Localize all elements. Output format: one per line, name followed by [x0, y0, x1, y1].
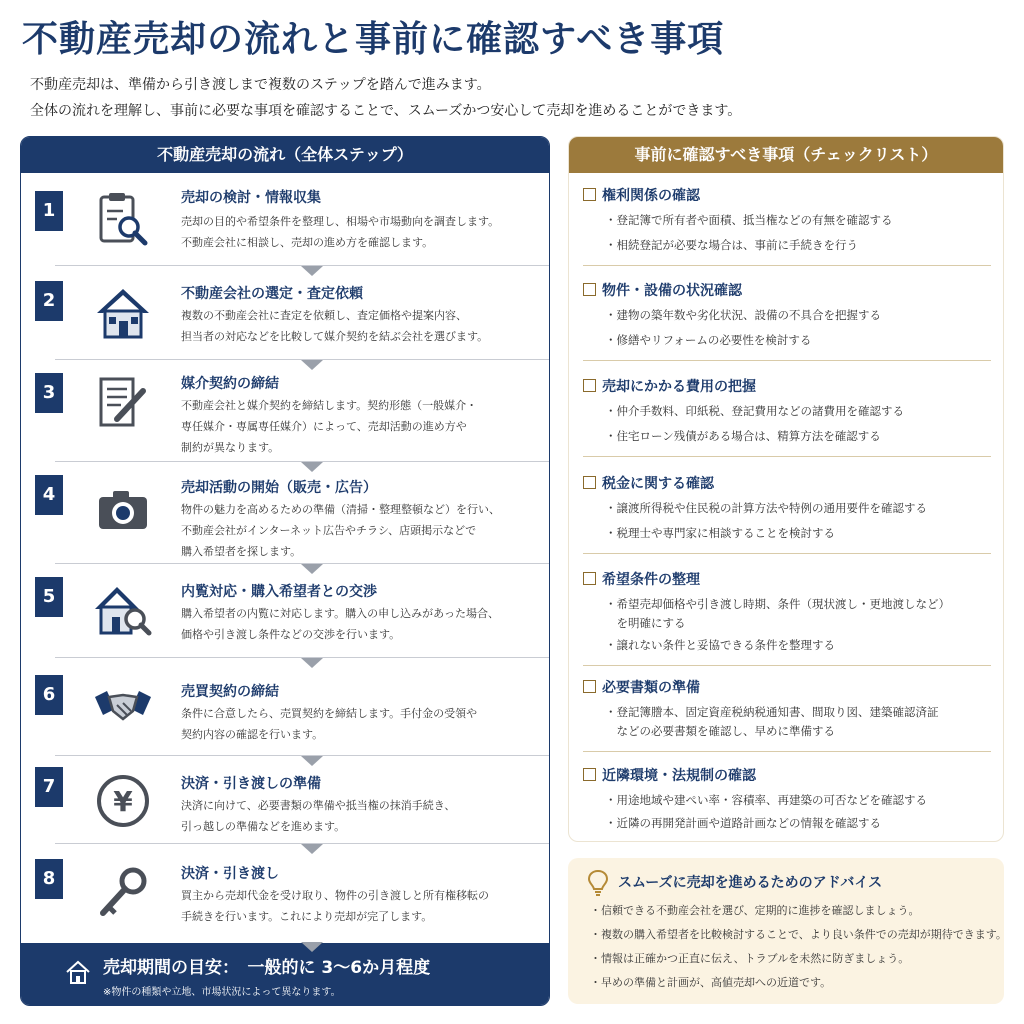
checklist-section — [583, 280, 991, 362]
section-title: 権利関係の確認 — [583, 185, 700, 205]
checklist-item: を明確にする — [605, 616, 686, 630]
section-title: 税金に関する確認 — [583, 473, 714, 493]
step-number: 6 — [35, 675, 63, 715]
divider — [583, 265, 991, 266]
home-outline-icon — [65, 959, 91, 985]
lightbulb-icon — [586, 868, 610, 896]
advice-box — [568, 858, 1007, 1004]
step-description: 物件の魅力を高めるための準備（清掃・整理整頓など）を行い、 不動産会社がインターネット広告やチラシ、店頭掲示などで 購入希望者を探します。 — [181, 503, 500, 558]
step-number: 4 — [35, 475, 63, 515]
step-number: 2 — [35, 281, 63, 321]
section-title: 必要書類の準備 — [583, 677, 700, 697]
step-title: 不動産会社の選定・査定依頼 — [181, 286, 363, 302]
step-description: 条件に合意したら、売買契約を締結します。手付金の受領や 契約内容の確認を行います。 — [181, 707, 478, 741]
yen-icon — [93, 771, 153, 831]
step-description: 売却の目的や希望条件を整理し、相場や市場動向を調査します。 不動産会社に相談し、売却の進め方を確認します。 — [181, 215, 500, 249]
checklist-item: ・登記簿で所有者や面積、抵当権などの有無を確認する — [605, 213, 893, 227]
step-title: 内覧対応・購入希望者との交渉 — [181, 584, 377, 600]
handshake-icon — [93, 675, 153, 735]
flow-arrow — [301, 844, 323, 854]
section-title: 近隣環境・法規制の確認 — [583, 765, 756, 785]
checklist-item: ・建物の築年数や劣化状況、設備の不具合を把握する — [605, 308, 881, 322]
camera-icon — [93, 479, 153, 539]
step-description: 不動産会社と媒介契約を締結します。契約形態（一般媒介・ 専任媒介・専属専任媒介）によって、売却活動の進め方や 制約が異なります。 — [181, 399, 478, 454]
step-4 — [21, 471, 549, 571]
step-description: 購入希望者の内覧に対応します。購入の申し込みがあった場合、 価格や引き渡し条件などの交渉を行います。 — [181, 607, 500, 641]
checklist-item: ・登記簿謄本、固定資産税納税通知書、間取り図、建築確認済証 — [605, 705, 939, 719]
step-2 — [21, 277, 549, 369]
checklist-section — [583, 376, 991, 458]
checklist-heading: 事前に確認すべき事項（チェックリスト） — [569, 137, 1003, 173]
step-title: 売却の検討・情報収集 — [181, 190, 321, 206]
checklist-item: などの必要書類を確認し、早めに準備する — [605, 724, 835, 738]
flow-arrow — [301, 942, 323, 952]
advice-item: ・信頼できる不動産会社を選び、定期的に進捗を確認しましょう。 — [590, 904, 920, 917]
checklist-item: ・仲介手数料、印紙税、登記費用などの諸費用を確認する — [605, 404, 904, 418]
step-6 — [21, 673, 549, 761]
checklist-section — [583, 473, 991, 555]
divider — [583, 360, 991, 361]
checklist-section — [583, 569, 991, 669]
duration-note: ※物件の種類や立地、市場状況によって異なります。 — [103, 987, 341, 998]
checklist-panel — [568, 136, 1004, 842]
divider — [583, 665, 991, 666]
checkbox-icon[interactable] — [583, 283, 596, 296]
step-title: 売却活動の開始（販売・広告） — [181, 480, 377, 496]
clipboard-search-icon — [93, 189, 153, 249]
checklist-item: ・希望売却価格や引き渡し時期、条件（現状渡し・更地渡しなど） — [605, 597, 950, 611]
key-icon — [93, 863, 153, 923]
duration-text: 売却期間の目安： 一般的に 3〜6か月程度 — [103, 958, 431, 978]
document-pen-icon — [93, 373, 153, 433]
checkbox-icon[interactable] — [583, 188, 596, 201]
step-1 — [21, 181, 549, 275]
step-description: 複数の不動産会社に査定を依頼し、査定価格や提案内容、 担当者の対応などを比較して媒介契約を結ぶ会社を選びます。 — [181, 309, 489, 343]
step-number: 5 — [35, 577, 63, 617]
step-5 — [21, 575, 549, 665]
flow-arrow — [301, 266, 323, 276]
flow-arrow — [301, 564, 323, 574]
checklist-item: ・相続登記が必要な場合は、事前に手続きを行う — [605, 238, 858, 252]
advice-item: ・複数の購入希望者を比較検討することで、より良い条件での売却が期待できます。 — [590, 928, 1007, 941]
step-title: 売買契約の締結 — [181, 684, 279, 700]
checklist-item: ・譲渡所得税や住民税の計算方法や特例の通用要件を確認する — [605, 501, 927, 515]
advice-item: ・早めの準備と計画が、高値売却への近道です。 — [590, 976, 832, 989]
checkbox-icon[interactable] — [583, 768, 596, 781]
section-title: 売却にかかる費用の把握 — [583, 376, 756, 396]
step-title: 決済・引き渡し — [181, 866, 279, 882]
step-number: 1 — [35, 191, 63, 231]
section-title: 物件・設備の状況確認 — [583, 280, 742, 300]
step-number: 8 — [35, 859, 63, 899]
intro-line-1: 不動産売却は、準備から引き渡しまで複数のステップを踏んで進みます。 — [30, 77, 491, 93]
checklist-item: ・税理士や専門家に相談することを検討する — [605, 526, 835, 540]
divider — [583, 751, 991, 752]
divider — [583, 553, 991, 554]
flow-panel — [20, 136, 550, 1006]
duration-banner — [21, 943, 549, 1005]
page-title: 不動産売却の流れと事前に確認すべき事項 — [22, 19, 725, 60]
step-title: 決済・引き渡しの準備 — [181, 776, 321, 792]
checklist-item: ・譲れない条件と妥協できる条件を整理する — [605, 638, 835, 652]
flow-heading: 不動産売却の流れ（全体ステップ） — [21, 137, 549, 173]
flow-arrow — [301, 658, 323, 668]
section-title: 希望条件の整理 — [583, 569, 700, 589]
checkbox-icon[interactable] — [583, 680, 596, 693]
svg-text:¥: ¥ — [113, 785, 133, 818]
checklist-item: ・近隣の再開発計画や道路計画などの情報を確認する — [605, 816, 881, 830]
checklist-section — [583, 765, 991, 839]
divider — [583, 456, 991, 457]
checklist-item: ・修繕やリフォームの必要性を検討する — [605, 333, 812, 347]
house-search-icon — [93, 581, 153, 641]
step-title: 媒介契約の締結 — [181, 376, 279, 392]
checklist-section — [583, 677, 991, 757]
step-description: 買主から売却代金を受け取り、物件の引き渡しと所有権移転の 手続きを行います。これにより売却が完了します。 — [181, 889, 489, 923]
step-number: 7 — [35, 767, 63, 807]
checkbox-icon[interactable] — [583, 572, 596, 585]
checkbox-icon[interactable] — [583, 476, 596, 489]
step-3 — [21, 369, 549, 461]
step-description: 決済に向けて、必要書類の準備や抵当権の抹消手続き、 引っ越しの準備などを進めます。 — [181, 799, 456, 833]
checkbox-icon[interactable] — [583, 379, 596, 392]
checklist-item: ・住宅ローン残債がある場合は、精算方法を確認する — [605, 429, 881, 443]
checklist-item: ・用途地域や建ぺい率・容積率、再建築の可否などを確認する — [605, 793, 927, 807]
step-8 — [21, 855, 549, 943]
checklist-section — [583, 185, 991, 267]
intro-line-2: 全体の流れを理解し、事前に必要な事項を確認することで、スムーズかつ安心して売却を進めることができます。 — [30, 103, 742, 119]
advice-item: ・情報は正確かつ正直に伝え、トラブルを未然に防ぎましょう。 — [590, 952, 910, 965]
step-7 — [21, 765, 549, 853]
step-number: 3 — [35, 373, 63, 413]
house-icon — [93, 283, 153, 343]
advice-title: スムーズに売却を進めるためのアドバイス — [618, 875, 883, 891]
